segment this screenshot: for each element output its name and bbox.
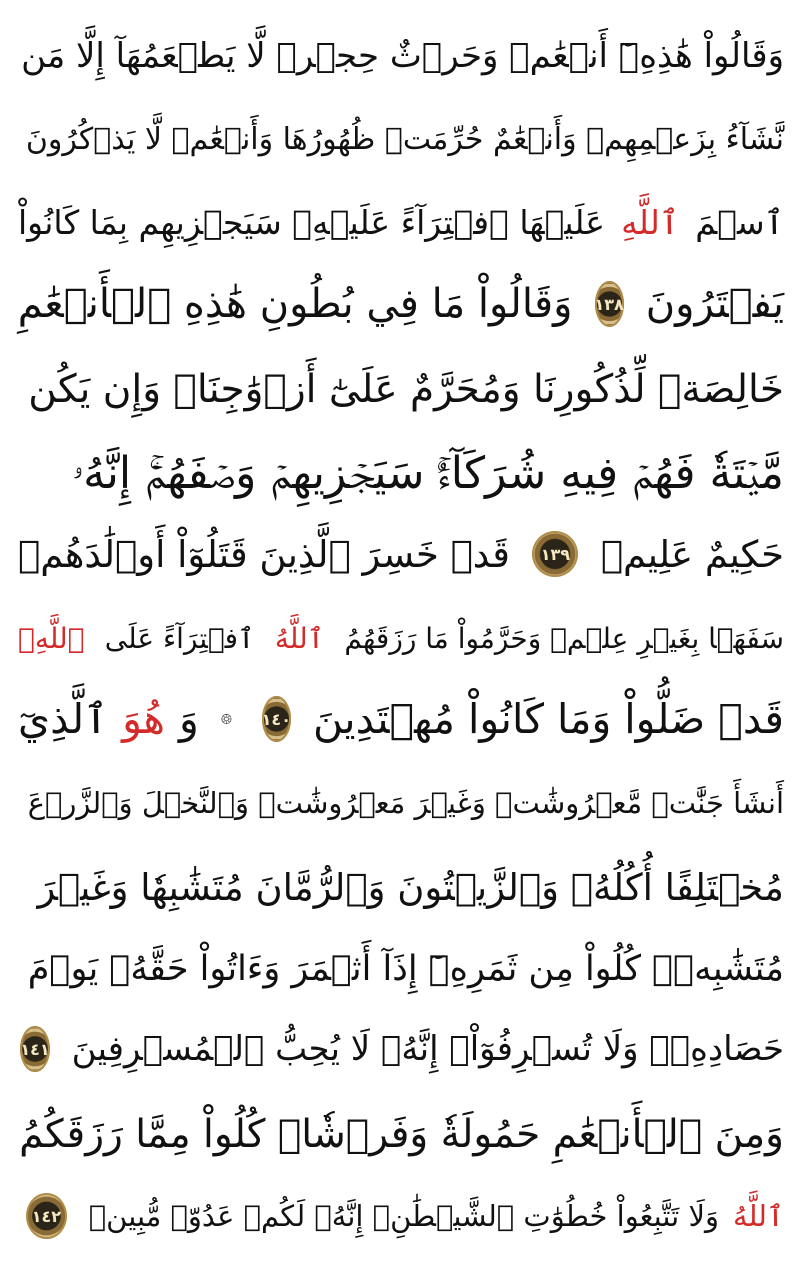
quran-line — [18, 1180, 784, 1252]
verse-text: مُخۡتَلِفًا أُكُلُهُۥ وَٱلزَّيۡتُونَ وَٱلرُّمَّانَ مُتَشَٰبِهٗا وَغَيۡرَ — [37, 865, 784, 909]
verse-text: قَدۡ ضَلُّواْ وَمَا كَانُواْ مُهۡتَدِينَ — [312, 695, 784, 743]
verse-text: مُتَشَٰبِهٖۚ كُلُواْ مِن ثَمَرِهِۦٓ إِذَآ أَثۡمَرَ وَءَاتُواْ حَقَّهُۥ يَوۡمَ — [27, 949, 784, 989]
quran-line — [18, 518, 784, 590]
verse-text: حَصَادِهِۦۖ وَلَا تُسۡرِفُوٓاْۚ إِنَّهُۥ لَا يُحِبُّ ٱلۡمُسۡرِفِينَ — [71, 1029, 784, 1069]
verse-text: ٱلَّذِيٓ — [18, 695, 109, 743]
verse-text: وَقَالُواْ مَا فِي بُطُونِ هَٰذِهِ ٱلۡأَنۡعَٰمِ — [17, 281, 573, 327]
verse-text: مَّيۡتَةٗ فَهُمۡ فِيهِ شُرَكَآءُۚ سَيَجۡزِيهِمۡ وَصۡفَهُمۡۚ إِنَّهُۥ — [72, 447, 784, 499]
divine-name-text: هُوَ — [122, 695, 165, 743]
verse-text: أَنشَأَ جَنَّٰتٖ مَّعۡرُوشَٰتٖ وَغَيۡرَ مَعۡرُوشَٰتٖ وَٱلنَّخۡلَ وَٱلزَّرۡعَ — [27, 786, 784, 820]
verse-text: قَدۡ خَسِرَ ٱلَّذِينَ قَتَلُوٓاْ أَوۡلَٰدَهُمۡ — [18, 532, 510, 576]
quran-line — [18, 353, 784, 425]
hizb-star-icon — [221, 705, 232, 733]
verse-text: وَمِنَ ٱلۡأَنۡعَٰمِ حَمُولَةٗ وَفَرۡشٗاۚ كُلُواْ مِمَّا رَزَقَكُمُ — [19, 1111, 784, 1157]
line-content — [18, 866, 784, 909]
quran-line — [18, 20, 784, 92]
line-content — [18, 367, 784, 412]
quran-line — [18, 103, 784, 175]
divine-name-text: ٱللَّهُ — [733, 1199, 784, 1233]
quran-line — [18, 437, 784, 509]
ayah-number-marker: ١٤٢ — [26, 1193, 67, 1239]
line-content — [18, 622, 784, 655]
line-content — [18, 203, 784, 242]
verse-text: عَلَيۡهَا ٱفۡتِرَآءً عَلَيۡهِۚ سَيَجۡزِيهِم بِمَا كَانُواْ — [18, 202, 605, 242]
line-content — [18, 36, 784, 76]
line-content — [18, 1026, 784, 1072]
ayah-number-marker: ١٤١ — [20, 1026, 49, 1072]
verse-text: وَ — [178, 695, 199, 743]
quran-line — [18, 1098, 784, 1170]
line-content — [18, 122, 784, 157]
quran-line — [18, 933, 784, 1005]
ayah-number-marker: ١٣٩ — [532, 531, 578, 577]
divine-name-text: ٱللَّهُ — [274, 621, 325, 655]
verse-text: خَالِصَةٞ لِّذُكُورِنَا وَمُحَرَّمٌ عَلَىٰٓ أَزۡوَٰجِنَاۖ وَإِن يَكُن — [28, 366, 784, 412]
line-content — [18, 786, 784, 820]
line-content — [18, 695, 784, 743]
verse-text: ٱسۡمَ — [695, 202, 784, 242]
ayah-number-marker: ١٣٨ — [595, 281, 624, 327]
line-content — [18, 949, 784, 989]
quran-line — [18, 683, 784, 755]
line-content — [18, 1193, 784, 1239]
quran-line — [18, 1013, 784, 1085]
verse-text: ٱفۡتِرَآءً عَلَى — [104, 621, 255, 655]
verse-text: سَفَهَۢا بِغَيۡرِ عِلۡمٖ وَحَرَّمُواْ مَا رَزَقَهُمُ — [344, 621, 784, 655]
verse-text: حَكِيمٌ عَلِيمٞ — [600, 532, 784, 576]
quran-line — [18, 602, 784, 674]
line-content — [18, 281, 784, 327]
quran-line — [18, 186, 784, 258]
divine-name-text: ٱللَّهِ — [621, 202, 680, 242]
ayah-number-marker: ١٤٠ — [262, 696, 291, 742]
verse-text: نَّشَآءُ بِزَعۡمِهِمۡ وَأَنۡعَٰمٌ حُرِّمَتۡ ظُهُورُهَا وَأَنۡعَٰمٞ لَّا يَذۡكُرُونَ — [25, 121, 784, 157]
line-content — [18, 448, 784, 499]
quran-line — [18, 767, 784, 839]
quran-line — [18, 851, 784, 923]
verse-text: يَفۡتَرُونَ — [645, 281, 784, 327]
quran-line — [18, 268, 784, 340]
verse-text: وَلَا تَتَّبِعُواْ خُطُوَٰتِ ٱلشَّيۡطَٰنِۚ إِنَّهُۥ لَكُمۡ عَدُوّٞ مُّبِينٞ — [88, 1199, 720, 1233]
verse-text: وَقَالُواْ هَٰذِهِۦٓ أَنۡعَٰمٞ وَحَرۡثٌ حِجۡرٞ لَّا يَطۡعَمُهَآ إِلَّا مَن — [21, 36, 784, 76]
line-content — [18, 1112, 784, 1157]
line-content — [18, 531, 784, 577]
divine-name-text: ٱللَّهِۚ — [18, 621, 85, 655]
